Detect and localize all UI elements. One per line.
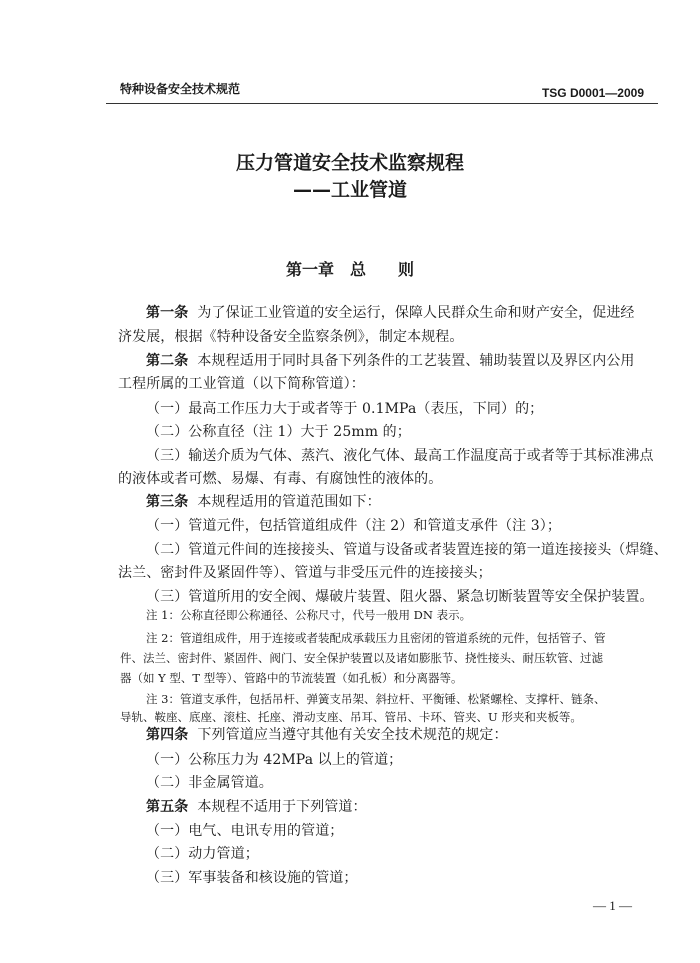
- article-4-label: 第四条: [146, 727, 189, 743]
- article-1-line-2: 济发展，根据《特种设备安全监察条例》，制定本规程。: [118, 329, 464, 345]
- article-5-item-1: （一）电气、电讯专用的管道；: [146, 823, 344, 839]
- article-5-item-2: （二）动力管道；: [146, 846, 259, 862]
- note-3-cont: 导轨、鞍座、底座、滚柱、托座、滑动支座、吊耳、管吊、卡环、管夹、U 形夹和夹板等。: [120, 710, 582, 724]
- article-3-label: 第三条: [146, 494, 189, 510]
- article-5-label: 第五条: [146, 799, 189, 815]
- article-5-line-1: 第五条 本规程不适用于下列管道：: [146, 799, 367, 815]
- article-3-line-1: 第三条 本规程适用的管道范围如下：: [146, 494, 381, 510]
- article-3-item-2: （二）管道元件间的连接接头、管道与设备或者装置连接的第一道连接接头（焊缝、: [146, 542, 668, 558]
- article-2-item-1: （一）最高工作压力大于或者等于 0.1MPa（表压，下同）的；: [146, 401, 544, 417]
- header-left-title: 特种设备安全技术规范: [120, 82, 241, 96]
- article-1-line-1: 第一条 为了保证工业管道的安全运行，保障人民群众生命和财产安全，促进经: [146, 305, 635, 321]
- article-2-item-3-cont: 的液体或者可燃、易爆、有毒、有腐蚀性的液体的。: [118, 471, 443, 487]
- article-4-line-1: 第四条 下列管道应当遵守其他有关安全技术规范的规定：: [146, 727, 508, 743]
- header-standard-code: TSG D0001—2009: [541, 86, 644, 100]
- header-rule: [106, 103, 658, 104]
- article-5-item-3: （三）军事装备和核设施的管道；: [146, 870, 358, 886]
- article-2-item-2: （二）公称直径（注 1）大于 25mm 的；: [146, 424, 411, 440]
- article-2-line-1: 第二条 本规程适用于同时具备下列条件的工艺装置、辅助装置以及界区内公用: [146, 353, 635, 369]
- note-2-cont-2: 器（如 Y 型、T 型等）、管路中的节流装置（如孔板）和分离器等。: [120, 671, 463, 685]
- article-1-label: 第一条: [146, 305, 189, 321]
- document-title: 压力管道安全技术监察规程: [235, 152, 464, 174]
- article-4-item-2: （二）非金属管道。: [146, 775, 273, 791]
- article-4-item-1: （一）公称压力为 42MPa 以上的管道；: [146, 752, 403, 768]
- note-2: 注 2：管道组成件，用于连接或者装配成承载压力且密闭的管道系统的元件，包括管子、管: [146, 631, 606, 645]
- article-2-label: 第二条: [146, 353, 189, 369]
- article-3-item-2-cont: 法兰、密封件及紧固件等）、管道与非受压元件的连接接头；: [118, 565, 492, 581]
- article-3-item-1: （一）管道元件，包括管道组成件（注 2）和管道支承件（注 3）；: [146, 518, 561, 534]
- document-subtitle: ——工业管道: [292, 179, 407, 201]
- note-3: 注 3：管道支承件，包括吊杆、弹簧支吊架、斜拉杆、平衡锤、松紧螺栓、支撑杆、链条、: [146, 692, 606, 706]
- article-3-item-3: （三）管道所用的安全阀、爆破片装置、阻火器、紧急切断装置等安全保护装置。: [146, 589, 654, 605]
- note-2-cont-1: 件、法兰、密封件、紧固件、阀门、安全保护装置以及诸如膨胀节、挠性接头、耐压软管、过滤: [120, 651, 603, 665]
- article-2-line-2: 工程所属的工业管道（以下简称管道）：: [118, 376, 365, 392]
- page-number: — 1 —: [593, 898, 632, 913]
- chapter-heading: 第一章 总 则: [285, 260, 414, 279]
- article-2-item-3: （三）输送介质为气体、蒸汽、液化气体、最高工作温度高于或者等于其标准沸点: [146, 448, 654, 464]
- note-1: 注 1：公称直径即公称通径、公称尺寸，代号一般用 DN 表示。: [146, 608, 472, 622]
